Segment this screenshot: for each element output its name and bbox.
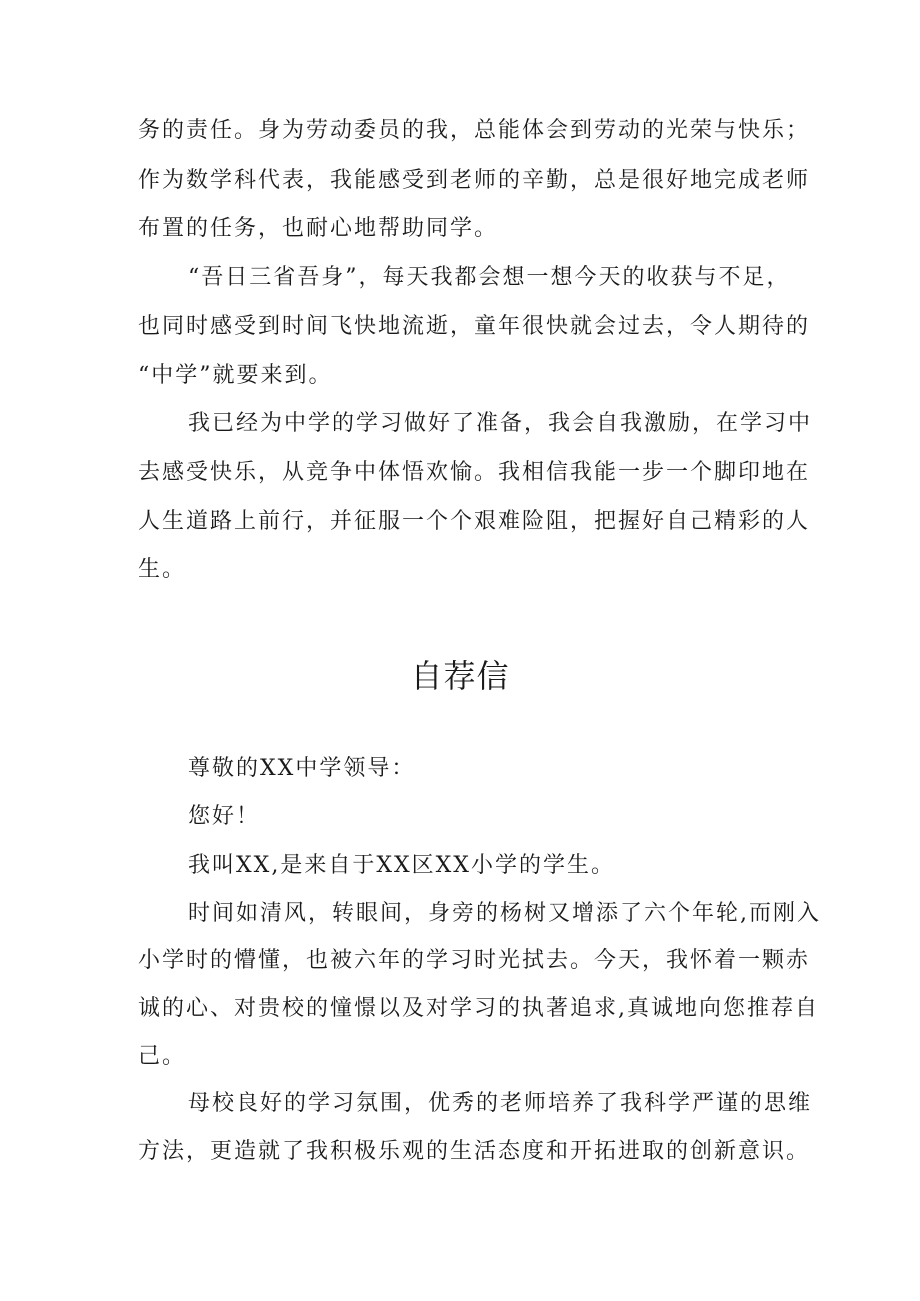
letter-line: 诚的心、对贵校的憧憬以及对学习的执著追求,真诚地向您推荐自 bbox=[138, 996, 819, 1021]
letter-line: 己。 bbox=[138, 1044, 187, 1069]
paragraph-line: “中学”就要来到。 bbox=[138, 363, 333, 388]
paragraph-line: 人生道路上前行，并征服一个个艰难险阻，把握好自己精彩的人 bbox=[138, 509, 811, 534]
letter-greeting: 您好！ bbox=[188, 804, 261, 829]
paragraph-line: “吾日三省吾身”，每天我都会想一想今天的收获与不足， bbox=[188, 265, 791, 290]
letter-line: 母校良好的学习氛围，优秀的老师培养了我科学严谨的思维 bbox=[188, 1091, 813, 1116]
letter-line: 我叫XX,是来自于XX区XX小学的学生。 bbox=[188, 853, 615, 878]
paragraph-line: 去感受快乐，从竞争中体悟欢愉。我相信我能一步一个脚印地在 bbox=[138, 460, 811, 485]
paragraph-line: 作为数学科代表，我能感受到老师的辛勤，总是很好地完成老师 bbox=[138, 168, 811, 193]
paragraph-line: 生。 bbox=[138, 557, 187, 582]
letter-title: 自荐信 bbox=[410, 657, 510, 695]
letter-line: 小学时的懵懂，也被六年的学习时光拭去。今天，我怀着一颗赤 bbox=[138, 948, 811, 973]
paragraph-line: 我已经为中学的学习做好了准备，我会自我激励，在学习中 bbox=[188, 411, 813, 436]
paragraph-line: 布置的任务，也耐心地帮助同学。 bbox=[138, 216, 499, 241]
letter-line: 时间如清风，转眼间，身旁的杨树又增添了六个年轮,而刚入 bbox=[188, 901, 821, 926]
letter-line: 方法，更造就了我积极乐观的生活态度和开拓进取的创新意识。 bbox=[138, 1139, 811, 1164]
paragraph-line: 也同时感受到时间飞快地流逝，童年很快就会过去，令人期待的 bbox=[138, 314, 811, 339]
letter-salutation: 尊敬的XX中学领导： bbox=[188, 756, 416, 781]
paragraph-line: 务的责任。身为劳动委员的我，总能体会到劳动的光荣与快乐； bbox=[138, 118, 811, 143]
